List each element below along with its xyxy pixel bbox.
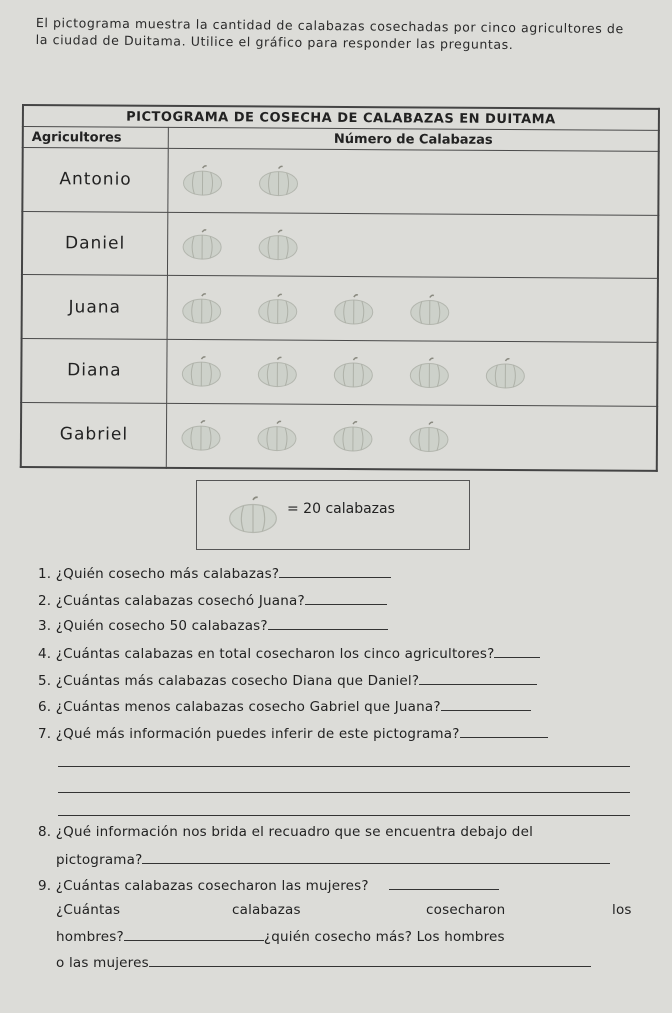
question-9-word: ¿Cuántas — [56, 902, 121, 918]
table-row — [22, 148, 658, 216]
question-2 — [38, 592, 387, 609]
question-text: ¿quién cosecho más? Los hombres — [263, 929, 505, 945]
question-9-word: los — [612, 902, 632, 918]
question-text: 4. ¿Cuántas calabazas en total cosecharon los cinco agricultores? — [38, 646, 495, 662]
pumpkin-icon — [177, 418, 225, 452]
question-4 — [38, 645, 540, 662]
question-7 — [38, 725, 548, 742]
farmer-name: Diana — [21, 339, 167, 404]
farmer-name: Daniel — [22, 211, 168, 276]
pumpkin-icon — [481, 356, 529, 390]
table-row — [21, 339, 657, 407]
pumpkin-cell — [167, 339, 658, 406]
question-8 — [38, 824, 533, 840]
question-text: 6. ¿Cuántas menos calabazas cosecho Gabriel que Juana? — [38, 699, 441, 715]
pumpkin-icon — [225, 495, 281, 535]
pumpkin-icon — [178, 227, 226, 261]
question-9-word: cosecharon — [426, 902, 506, 918]
table-row — [22, 275, 658, 343]
pumpkin-icon — [330, 292, 378, 326]
pumpkin-icon — [177, 354, 225, 388]
question-text: 1. ¿Quién cosecho más calabazas? — [38, 566, 280, 582]
answer-line — [58, 815, 630, 816]
question-text: 2. ¿Cuántas calabazas cosechó Juana? — [38, 593, 305, 609]
question-text: pictograma? — [56, 852, 143, 868]
question-9-word — [56, 954, 591, 971]
pumpkin-icon — [329, 355, 377, 389]
question-text: 3. ¿Quién cosecho 50 calabazas? — [38, 618, 268, 634]
question-1 — [38, 565, 391, 582]
question-text: 5. ¿Cuántas más calabazas cosecho Diana que Daniel? — [38, 673, 420, 689]
table-row — [22, 211, 658, 279]
pumpkin-icon — [329, 419, 377, 453]
pumpkin-icon — [405, 420, 453, 454]
answer-line — [58, 766, 630, 767]
question-8-cont — [56, 851, 610, 868]
pumpkin-icon — [253, 355, 301, 389]
pumpkin-icon — [253, 419, 301, 453]
intro-text: El pictograma muestra la cantidad de calabazas cosechadas por cinco agricultores de la ciudad de Duitama. Utilice el gráfico para responder las preguntas. — [35, 14, 624, 53]
pumpkin-icon — [254, 227, 302, 261]
question-9-word — [56, 928, 505, 945]
answer-line — [58, 792, 630, 793]
table-title: PICTOGRAMA DE COSECHA DE CALABAZAS EN DUITAMA — [23, 105, 659, 130]
question-text: hombres? — [56, 929, 124, 945]
legend-text: = 20 calabazas — [287, 501, 395, 517]
pumpkin-cell — [166, 403, 657, 471]
question-3 — [38, 617, 388, 634]
pumpkin-icon — [405, 356, 453, 390]
question-9-word: calabazas — [232, 902, 301, 918]
pumpkin-icon — [254, 291, 302, 325]
legend-box — [196, 480, 470, 550]
pumpkin-icon — [178, 291, 226, 325]
question-text: o las mujeres — [56, 955, 149, 971]
question-text: 7. ¿Qué más información puedes inferir de este pictograma? — [38, 726, 460, 742]
question-5 — [38, 672, 537, 689]
farmer-name: Gabriel — [21, 402, 167, 468]
farmer-name: Antonio — [22, 148, 168, 213]
column-header-farmers: Agricultores — [23, 127, 169, 149]
pumpkin-cell — [167, 276, 658, 343]
pumpkin-icon — [406, 292, 454, 326]
farmer-name: Juana — [22, 275, 168, 340]
question-6 — [38, 698, 531, 715]
pictogram-table-wrap — [20, 104, 660, 472]
question-text: 9. ¿Cuántas calabazas cosecharon las mujeres? — [38, 878, 369, 894]
pumpkin-icon — [254, 164, 302, 198]
question-9 — [38, 877, 499, 894]
pictogram-table — [20, 104, 660, 472]
pumpkin-cell — [168, 148, 659, 215]
question-text: 8. ¿Qué información nos brida el recuadro que se encuentra debajo del — [38, 824, 534, 840]
pumpkin-cell — [167, 212, 658, 279]
table-row — [21, 402, 657, 471]
column-header-count: Número de Calabazas — [168, 127, 659, 151]
pumpkin-icon — [178, 163, 226, 197]
